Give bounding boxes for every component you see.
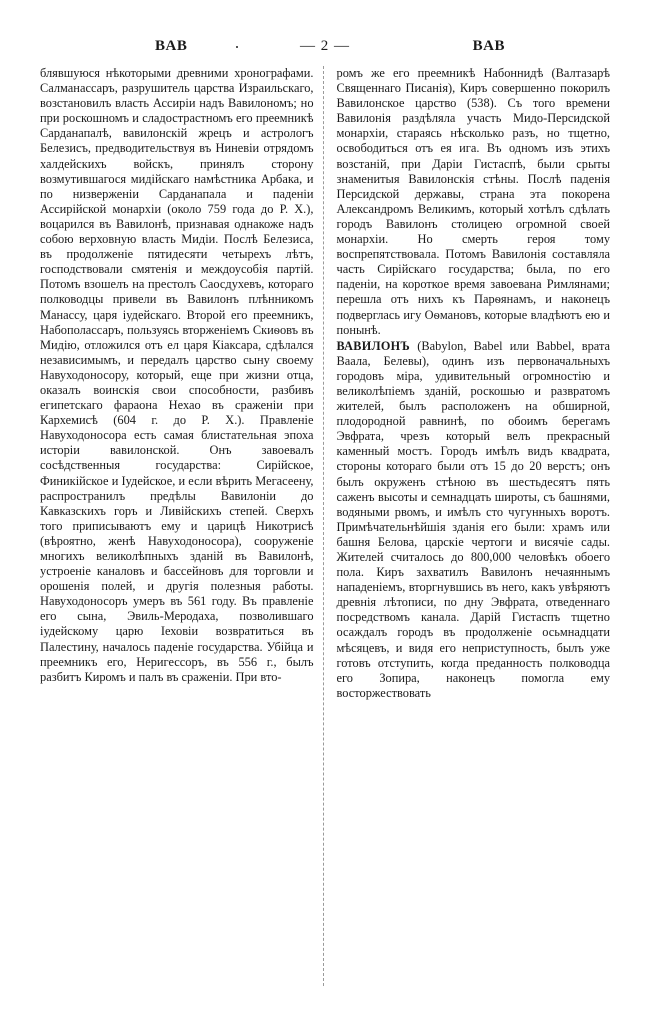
header-dot <box>236 46 238 48</box>
column-divider <box>323 66 325 986</box>
column-left <box>40 66 321 986</box>
dictionary-entry <box>337 339 611 701</box>
entry-body: (Babylon, Babel или Babbel, врата Ваала, Белевы), одинъ изъ первоначальныхъ городовъ міра, удивительный огромностію и великолѣпіемъ зданій, роскошью и развратомъ жителей, былъ расположенъ на обширной, плодородной равнинѣ, по обоимъ берегамъ Эвфрата, чрезъ который велъ прекрасный каменный мостъ. Городъ имѣлъ видъ квадрата, стороны котораго были отъ 15 до 20 верстъ; онъ былъ окруженъ стѣною въ шестьдесятъ пять саженъ высоты и семнадцать широты, съ башнями, водяными рвомъ, и имѣлъ сто чугунныхъ воротъ. Примѣчательнѣйшія зданія его были: храмъ или башня Белова, царскіе чертоги и висячіе сады. Жителей считалось до 800,000 человѣкъ обоего пола. Киръ захватилъ Вавилонъ нечаяннымъ нападеніемъ, вторгнувшись въ него, какъ увѣряютъ древнія лѣтописи, по дну Эвфрата, отведеннаго посредствомъ канала. Дарій Гистаспъ тщетно осаждалъ городъ въ продолженіе осьмнадцати мѣсяцевъ, и видя его неприступность, былъ уже готовъ отступить, когда преданность полководца его Зопира, наконецъ помогла ему восторжествовать <box>336 338 611 700</box>
paragraph-continuation: ромъ же его преемникѣ Набоннидѣ (Валтазарѣ Священнаго Писанія), Киръ совершенно покорилъ Вавилонское царство (538). Съ того времени Вавилонія раздѣляла участь Мидо-Персидской монархіи, стараясь нѣсколько разъ, но тщетно, освободиться отъ ея ига. Въ одномъ изъ этихъ возстаній, при Даріи Гистаспѣ, были срыты знаменитыя Вавилонскія стѣны. Послѣ паденія Персидской державы, страна эта покорена Александромъ Великимъ, который хотѣлъ сдѣлать городъ Вавилонъ столицею огромной своей монархіи. Но смерть героя тому воспрепятствовала. Потомъ Вавилонія составляла часть Сирійскаго государства; была, по его паденіи, на короткое время завоевана Римлянами; перешла отъ нихъ къ Парѳянамъ, и наконецъ подверглась игу Оѳмановъ, которые владѣютъ ею и понынѣ. <box>336 66 611 337</box>
column-right <box>327 66 611 986</box>
running-head-right: BAB <box>472 38 505 54</box>
page-header <box>40 38 610 60</box>
page-number: — 2 — <box>300 38 350 54</box>
running-head-left: BAB <box>155 38 188 54</box>
entry-headword: ВАВИЛОНЪ <box>336 338 411 353</box>
text-columns <box>40 66 610 986</box>
paragraph-continuation: блявшуюся нѣкоторыми древними хронографами. Салманассаръ, разрушитель царства Израильскаго, возстановилъ власть Ассиріи надъ Вавилономъ; но при роскошномъ и сладострастномъ его преемникѣ Сарданапалѣ, вавилонскій жрецъ и астрологъ Белезисъ, предводительствуя въ Ниневіи отрядомъ халдейскихъ войскъ, принялъ сторону возмутившагося мидійскаго намѣстника Арбака, и по низверженіи Сарданапала и паденіи Ассирійской монархіи (около 759 года до Р. Х.), воцарился въ Вавилонѣ, признавая однакоже надъ собою верховную власть Мидіи. Послѣ Белезиса, въ продолженіе пятидесяти четырехъ лѣтъ, господствовали смятенія и междоусобія партій. Потомъ взошелъ на престолъ Саосдухевъ, котораго полководцы привели въ Вавилонъ плѣнникомъ Манассу, царя іудейскаго. Второй его преемникъ, Набополассаръ, пользуясь вторженіемъ Скиѳовъ въ Мидію, отложился отъ ел царя Кіаксара, сдѣлался независимымъ, и передалъ царство сыну своему Навуходоносору, который, еще при жизни отца, оказалъ воинскія свои способности, разбивъ египетскаго фараона Нехао въ сраженіи при Кархемисѣ (604 г. до Р. Х.). Правленіе Навуходоносора есть самая блистательная эпоха исторіи вавилонской. Онъ завоевалъ сосѣдственныя государства: Сирійское, Финикійское и Іудейское, и если вѣрить Мегасеену, распространилъ предѣлы Вавилоніи до Кавказскихъ горъ и Ливійскихъ степей. Сверхъ того приписываютъ ему и царицѣ Никотрисѣ (вѣроятно, женѣ Навуходоносора), сооруженіе многихъ великолѣпныхъ зданій въ Вавилонѣ, устроеніе каналовъ и бассейновъ для торговли и орошенія полей, и другія полезныя работы. Навуходоносоръ умеръ въ 561 году. Въ правленіе его сына, Эвиль-Меродаха, позволившаго іудейскому царю Іеховіи возвратиться въ Палестину, началось паденіе государства. Убійца и преемникъ его, Неригессоръ, въ 556 г., былъ разбитъ Киромъ и палъ въ сраженіи. При вто- <box>40 66 314 684</box>
